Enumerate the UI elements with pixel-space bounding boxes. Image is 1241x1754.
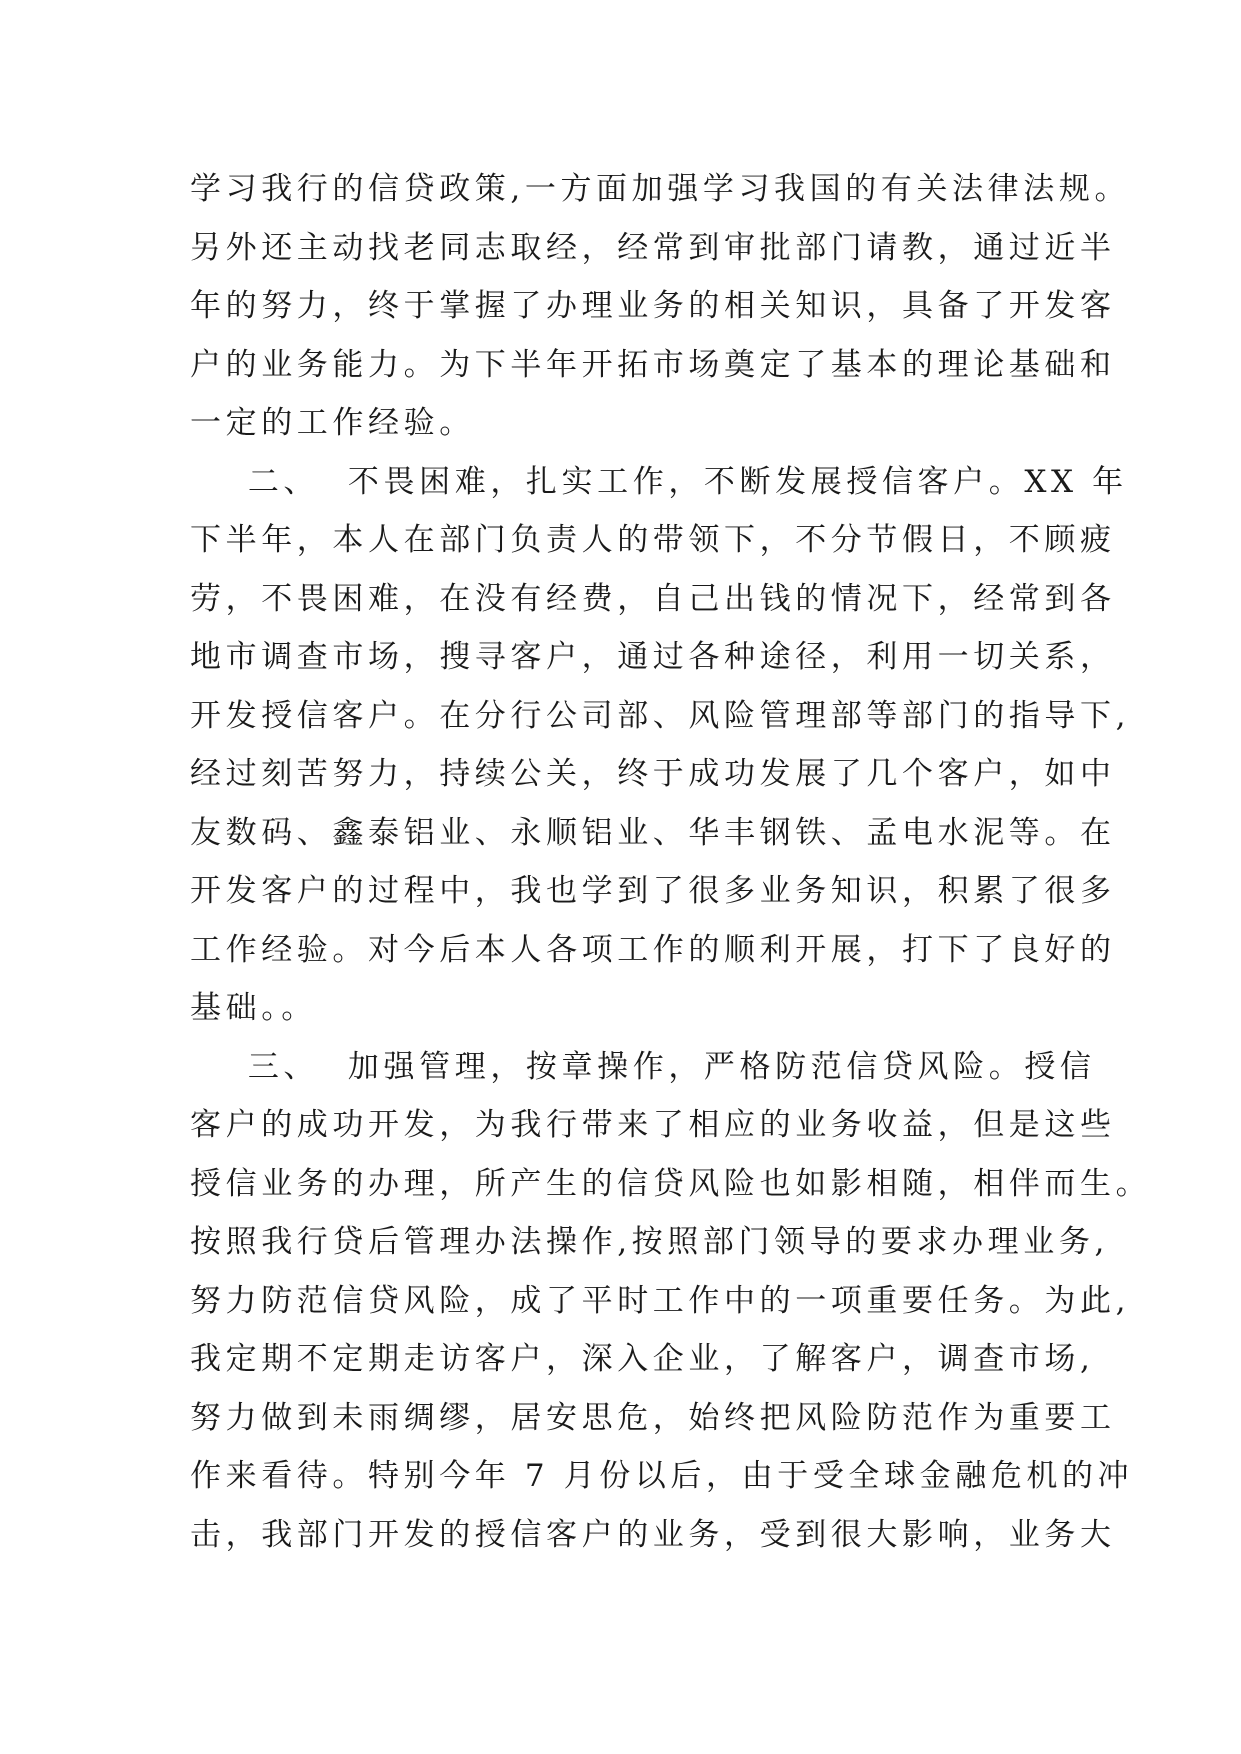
text-line: 友数码、鑫泰铝业、永顺铝业、华丰钢铁、孟电水泥等。在	[190, 814, 1116, 851]
text-line: 年的努力，终于掌握了办理业务的相关知识，具备了开发客	[190, 288, 1116, 324]
text-line: 作来看待。特别今年 7 月份以后，由于受全球金融危机的冲	[190, 1458, 1134, 1494]
text-line: 开发客户的过程中，我也学到了很多业务知识，积累了很多	[190, 873, 1116, 909]
text-line: 基础。。	[190, 990, 317, 1026]
text-line: 另外还主动找老同志取经，经常到审批部门请教，通过近半	[190, 229, 1116, 266]
text-line: 努力做到未雨绸缪，居安思危，始终把风险防范作为重要工	[190, 1399, 1116, 1436]
text-line: 击，我部门开发的授信客户的业务，受到很大影响，业务大	[190, 1516, 1116, 1553]
text-line: 开发授信客户。在分行公司部、风险管理部等部门的指导下,	[190, 697, 1131, 734]
text-line: 一定的工作经验。	[190, 405, 475, 441]
text-line: 按照我行贷后管理办法操作,按照部门领导的要求办理业务,	[190, 1224, 1109, 1260]
text-line: 地市调查市场，搜寻客户，通过各种途径，利用一切关系，	[190, 639, 1116, 675]
text-line: 户的业务能力。为下半年开拓市场奠定了基本的理论基础和	[190, 346, 1116, 383]
text-line: 学习我行的信贷政策,一方面加强学习我国的有关法律法规。	[190, 171, 1131, 207]
text-line: 工作经验。对今后本人各项工作的顺利开展，打下了良好的	[190, 931, 1116, 968]
text-line: 下半年，本人在部门负责人的带领下，不分节假日，不顾疲	[190, 522, 1116, 558]
text-line: 劳，不畏困难，在没有经费，自己出钱的情况下，经常到各	[190, 580, 1116, 617]
text-line: 经过刻苦努力，持续公关，终于成功发展了几个客户，如中	[190, 756, 1116, 792]
body-text	[190, 160, 1152, 1564]
text-line: 客户的成功开发，为我行带来了相应的业务收益，但是这些	[190, 1107, 1116, 1143]
section-heading-line: 二、 不畏困难，扎实工作，不断发展授信客户。XX 年	[190, 463, 1128, 500]
section-heading-line: 三、 加强管理，按章操作，严格防范信贷风险。授信	[190, 1048, 1096, 1085]
text-line: 我定期不定期走访客户，深入企业，了解客户，调查市场,	[190, 1341, 1095, 1377]
text-line: 授信业务的办理，所产生的信贷风险也如影相随，相伴而生。	[190, 1165, 1152, 1202]
text-line: 努力防范信贷风险，成了平时工作中的一项重要任务。为此,	[190, 1282, 1131, 1319]
